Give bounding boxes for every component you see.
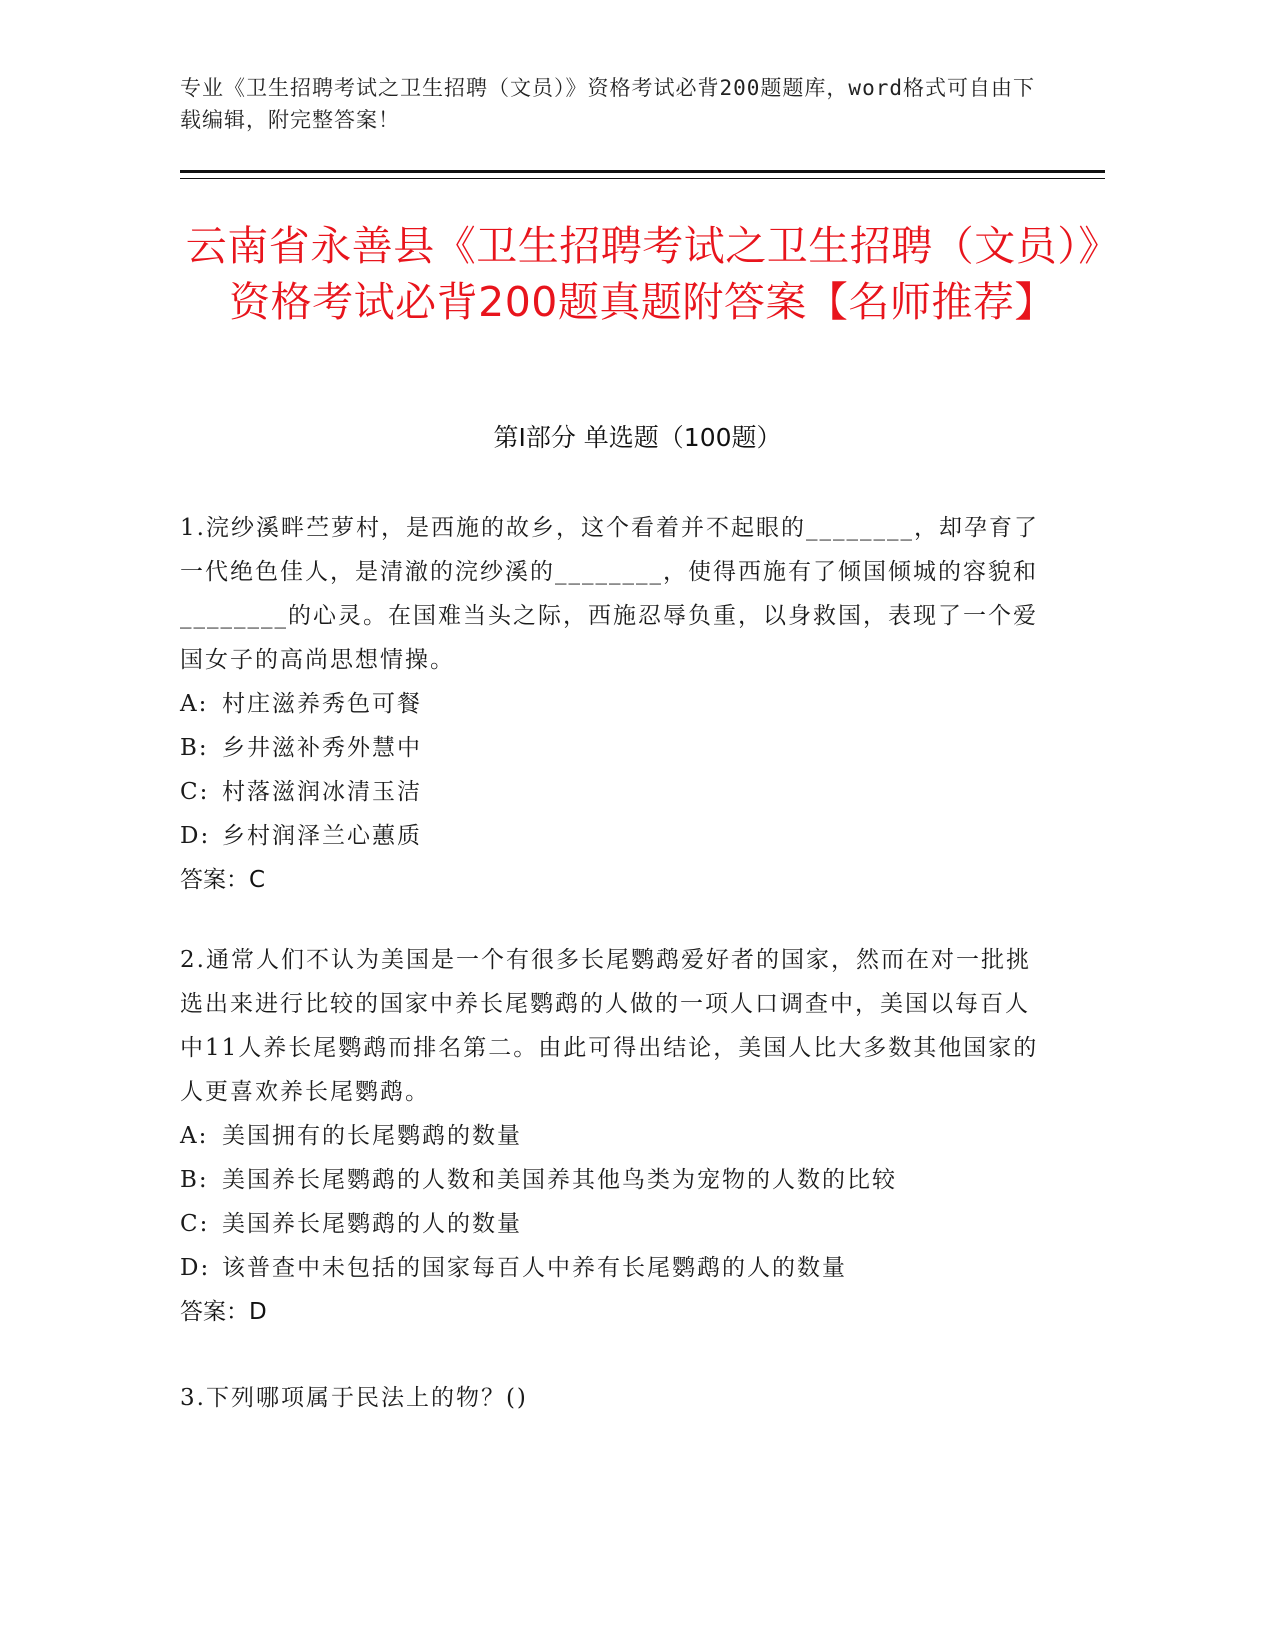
option-text: 美国养长尾鹦鹉的人的数量 <box>222 1211 522 1237</box>
option-text: 村落滋润冰清玉洁 <box>222 779 422 805</box>
question-2 <box>180 938 1040 1334</box>
header-note: 专业《卫生招聘考试之卫生招聘（文员）》资格考试必背200题题库，word格式可自由下载编辑，附完整答案！ <box>180 76 1035 132</box>
option-letter: A: <box>180 691 209 717</box>
option-text: 乡井滋补秀外慧中 <box>222 735 422 761</box>
question-stem: 1.浣纱溪畔苎萝村，是西施的故乡，这个看着并不起眼的________，却孕育了一代绝色佳人，是清澈的浣纱溪的________，使得西施有了倾国倾城的容貌和________的心灵。在国难当头之际，西施忍辱负重，以身救国，表现了一个爱国女子的高尚思想情操。 <box>180 515 1039 673</box>
header-rule-thick <box>180 170 1105 173</box>
option-d <box>180 1246 1040 1290</box>
option-b <box>180 1158 1040 1202</box>
answer-line: 答案：C <box>180 867 266 893</box>
option-a <box>180 1114 1040 1158</box>
option-letter: A: <box>180 1123 209 1149</box>
option-letter: B: <box>180 1167 209 1193</box>
question-1 <box>180 506 1040 902</box>
option-letter: D: <box>180 1255 211 1281</box>
option-b <box>180 726 1040 770</box>
option-letter: D: <box>180 823 211 849</box>
option-text: 美国养长尾鹦鹉的人数和美国养其他鸟类为宠物的人数的比较 <box>222 1167 897 1193</box>
question-3 <box>180 1376 1040 1420</box>
option-text: 村庄滋养秀色可餐 <box>222 691 422 717</box>
header-rule-thin <box>180 178 1105 179</box>
option-text: 该普查中未包括的国家每百人中养有长尾鹦鹉的人的数量 <box>222 1255 847 1281</box>
option-a <box>180 682 1040 726</box>
question-stem: 3.下列哪项属于民法上的物？() <box>180 1385 528 1411</box>
option-text: 美国拥有的长尾鹦鹉的数量 <box>222 1123 522 1149</box>
option-c <box>180 1202 1040 1246</box>
option-letter: C: <box>180 779 210 805</box>
option-letter: B: <box>180 735 209 761</box>
answer-line: 答案：D <box>180 1299 267 1325</box>
option-letter: C: <box>180 1211 210 1237</box>
question-stem: 2.通常人们不认为美国是一个有很多长尾鹦鹉爱好者的国家，然而在对一批挑选出来进行比较的国家中养长尾鹦鹉的人做的一项人口调查中，美国以每百人中11人养长尾鹦鹉而排名第二。由此可得出结论，美国人比大多数其他国家的人更喜欢养长尾鹦鹉。 <box>180 947 1039 1105</box>
option-c <box>180 770 1040 814</box>
document-title: 云南省永善县《卫生招聘考试之卫生招聘（文员）》资格考试必背200题真题附答案【名师推荐】 <box>185 222 1100 326</box>
option-d <box>180 814 1040 858</box>
section-heading: 第Ⅰ部分 单选题（100题） <box>493 423 782 452</box>
option-text: 乡村润泽兰心蕙质 <box>222 823 422 849</box>
